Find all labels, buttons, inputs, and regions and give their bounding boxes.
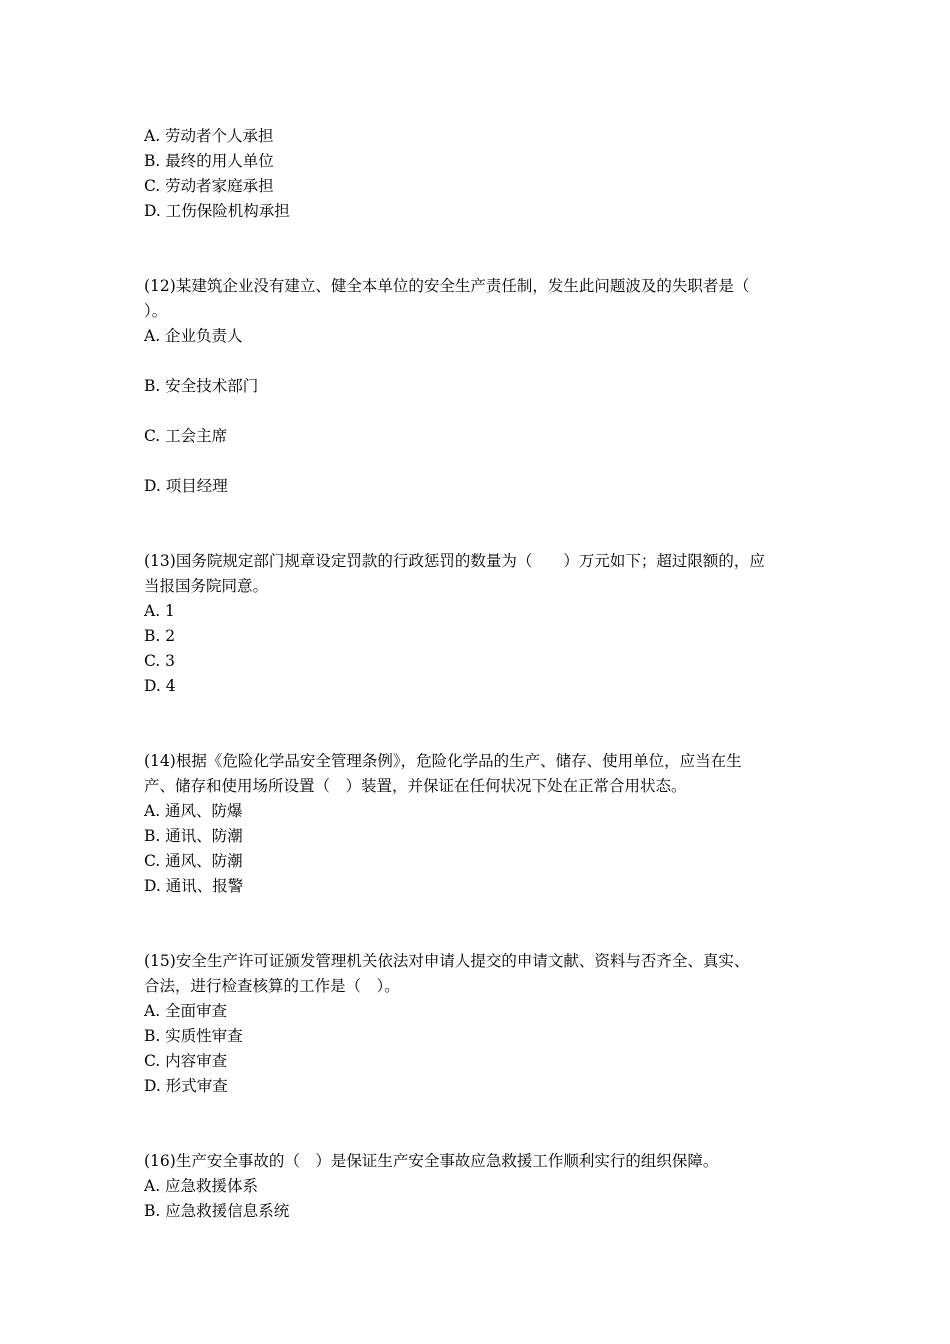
q14-option-c: C. 通风、防潮 (144, 852, 243, 870)
q15-stem-line1: (15)安全生产许可证颁发管理机关依法对申请人提交的申请文献、资料与否齐全、真实、 (144, 952, 750, 970)
q15-stem-line2: 合法，进行检查核算的工作是（ ）。 (144, 977, 400, 995)
q11-option-a: A. 劳动者个人承担 (144, 127, 274, 145)
q12-option-a: A. 企业负责人 (144, 327, 243, 345)
q12-option-c: C. 工会主席 (144, 427, 228, 445)
question-13 (144, 549, 816, 699)
q14-option-d: D. 通讯、报警 (144, 877, 244, 895)
q12-stem-line2: ）。 (144, 302, 168, 320)
q12-option-b: B. 安全技术部门 (144, 377, 259, 395)
page-content (144, 124, 816, 1224)
q13-option-b: B. 2 (144, 627, 176, 645)
spacer (144, 499, 816, 549)
q14-stem-line1: (14)根据《危险化学品安全管理条例》，危险化学品的生产、储存、使用单位，应当在生 (144, 752, 742, 770)
spacer (144, 1099, 816, 1149)
question-11 (144, 124, 816, 224)
q14-stem-line2: 产、储存和使用场所设置（ ）装置，并保证在任何状况下处在正常合用状态。 (144, 777, 687, 795)
q11-option-b: B. 最终的用人单位 (144, 152, 274, 170)
q11-option-d: D. 工伤保险机构承担 (144, 202, 290, 220)
q12-stem-line1: (12)某建筑企业没有建立、健全本单位的安全生产责任制，发生此问题波及的失职者是（ (144, 277, 750, 295)
spacer (144, 699, 816, 749)
q15-option-c: C. 内容审查 (144, 1052, 228, 1070)
spacer (144, 449, 816, 474)
q11-option-c: C. 劳动者家庭承担 (144, 177, 274, 195)
question-15 (144, 949, 816, 1099)
q14-option-b: B. 通讯、防潮 (144, 827, 243, 845)
q16-option-b: B. 应急救援信息系统 (144, 1202, 290, 1220)
q14-option-a: A. 通风、防爆 (144, 802, 243, 820)
question-14 (144, 749, 816, 899)
spacer (144, 224, 816, 274)
q13-option-a: A. 1 (144, 602, 175, 620)
question-16 (144, 1149, 816, 1224)
q16-option-a: A. 应急救援体系 (144, 1177, 259, 1195)
q13-option-d: D. 4 (144, 677, 176, 695)
q15-option-d: D. 形式审查 (144, 1077, 228, 1095)
q15-option-a: A. 全面审查 (144, 1002, 228, 1020)
spacer (144, 399, 816, 424)
q15-option-b: B. 实质性审查 (144, 1027, 243, 1045)
q13-option-c: C. 3 (144, 652, 176, 670)
spacer (144, 349, 816, 374)
question-12 (144, 274, 816, 499)
q16-stem-line1: (16)生产安全事故的（ ）是保证生产安全事故应急救援工作顺利实行的组织保障。 (144, 1152, 719, 1170)
q13-stem-line1: (13)国务院规定部门规章设定罚款的行政惩罚的数量为（ ）万元如下；超过限额的，应 (144, 552, 765, 570)
spacer (144, 899, 816, 949)
q12-option-d: D. 项目经理 (144, 477, 228, 495)
q13-stem-line2: 当报国务院同意。 (144, 577, 269, 595)
